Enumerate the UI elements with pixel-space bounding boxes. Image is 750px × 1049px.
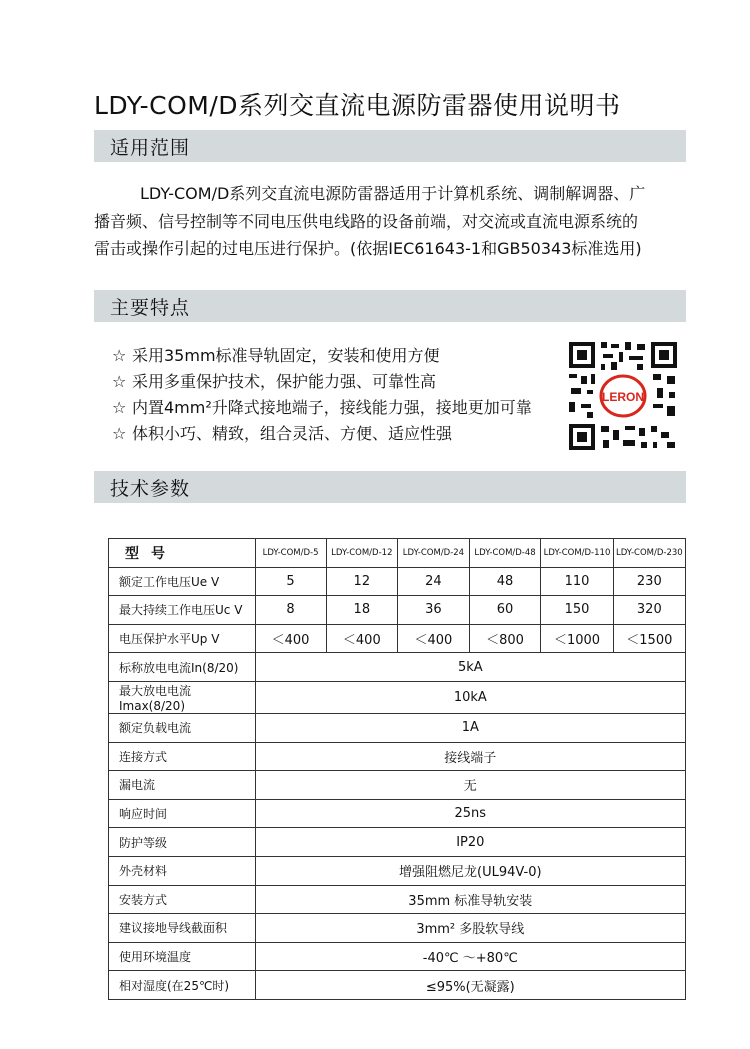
value-cell: 12 [326, 567, 398, 596]
value-cell: 1A [255, 713, 685, 742]
row-label: 建议接地导线截面积 [109, 914, 256, 943]
row-label: 响应时间 [109, 799, 256, 828]
section-header-scope [94, 130, 686, 162]
feature-list [112, 343, 532, 447]
value-cell: ＜1500 [613, 624, 685, 653]
feature-item [112, 395, 532, 421]
value-cell: 24 [398, 567, 470, 596]
feature-text: 内置4mm²升降式接地端子，接线能力强，接地更加可靠 [132, 398, 532, 417]
value-cell: -40℃ ～+80℃ [255, 942, 685, 971]
table-row [109, 624, 686, 653]
star-icon: ☆ [112, 424, 127, 443]
value-cell: 60 [469, 596, 541, 625]
feature-text: 体积小巧、精致，组合灵活、方便、适应性强 [132, 424, 453, 443]
section-heading: 主要特点 [110, 296, 191, 319]
star-icon: ☆ [112, 346, 127, 365]
star-icon: ☆ [112, 372, 127, 391]
value-cell: 36 [398, 596, 470, 625]
feature-text: 采用多重保护技术，保护能力强、可靠性高 [132, 372, 437, 391]
value-cell: 无 [255, 771, 685, 800]
value-cell: 10kA [255, 681, 685, 713]
feature-item [112, 369, 532, 395]
feature-text: 采用35mm标准导轨固定，安装和使用方便 [132, 346, 440, 365]
value-cell: 3mm² 多股软导线 [255, 914, 685, 943]
value-cell: 150 [541, 596, 613, 625]
section-header-specs [94, 471, 686, 503]
table-row [109, 596, 686, 625]
value-cell: 110 [541, 567, 613, 596]
model-label-cell: 型号 [109, 539, 256, 568]
row-label: 额定负载电流 [109, 713, 256, 742]
value-cell: 8 [255, 596, 326, 625]
section-heading: 技术参数 [110, 477, 191, 500]
table-row [109, 856, 686, 885]
value-cell: 35mm 标准导轨安装 [255, 885, 685, 914]
paragraph-line: LDY-COM/D系列交直流电源防雷器适用于计算机系统、调制解调器、广 [140, 184, 646, 203]
feature-item [112, 421, 532, 447]
row-label: 安装方式 [109, 885, 256, 914]
model-cell: LDY-COM/D-24 [398, 539, 470, 568]
table-row [109, 914, 686, 943]
row-label: 最大放电电流Imax(8/20) [109, 681, 256, 713]
feature-item [112, 343, 532, 369]
model-cell: LDY-COM/D-12 [326, 539, 398, 568]
section-heading: 适用范围 [110, 136, 191, 159]
value-cell: ＜400 [398, 624, 470, 653]
value-cell: ＜400 [255, 624, 326, 653]
model-cell: LDY-COM/D-48 [469, 539, 541, 568]
qr-code-icon [567, 340, 679, 452]
paragraph-line: 雷击或操作引起的过电压进行保护。(依据IEC61643-1和GB50343标准选用) [94, 239, 642, 258]
value-cell: IP20 [255, 828, 685, 857]
table-row [109, 942, 686, 971]
row-label: 额定工作电压Ue V [109, 567, 256, 596]
model-cell: LDY-COM/D-5 [255, 539, 326, 568]
table-header-row [109, 539, 686, 568]
table-row [109, 653, 686, 682]
section-header-features [94, 290, 686, 322]
value-cell: ＜1000 [541, 624, 613, 653]
table-row [109, 713, 686, 742]
table-row [109, 971, 686, 1000]
spec-table [108, 538, 686, 1000]
table-row [109, 828, 686, 857]
paragraph-line: 播音频、信号控制等不同电压供电线路的设备前端，对交流或直流电源系统的 [94, 211, 639, 231]
model-cell: LDY-COM/D-230 [613, 539, 685, 568]
qr-logo-text: LERON [602, 390, 644, 404]
row-label: 防护等级 [109, 828, 256, 857]
value-cell: 接线端子 [255, 742, 685, 771]
table-row [109, 567, 686, 596]
table-row [109, 742, 686, 771]
value-cell: ＜400 [326, 624, 398, 653]
row-label: 最大持续工作电压Uc V [109, 596, 256, 625]
value-cell: 48 [469, 567, 541, 596]
star-icon: ☆ [112, 398, 127, 417]
table-row [109, 681, 686, 713]
value-cell: 230 [613, 567, 685, 596]
row-label: 使用环境温度 [109, 942, 256, 971]
model-cell: LDY-COM/D-110 [541, 539, 613, 568]
value-cell: 增强阻燃尼龙(UL94V-0) [255, 856, 685, 885]
table-row [109, 799, 686, 828]
scope-paragraph [94, 180, 686, 263]
value-cell: ≤95%(无凝露) [255, 971, 685, 1000]
page-title: LDY-COM/D系列交直流电源防雷器使用说明书 [94, 91, 621, 120]
row-label: 相对湿度(在25℃时) [109, 971, 256, 1000]
row-label: 漏电流 [109, 771, 256, 800]
row-label: 电压保护水平Up V [109, 624, 256, 653]
value-cell: ＜800 [469, 624, 541, 653]
row-label: 连接方式 [109, 742, 256, 771]
value-cell: 5 [255, 567, 326, 596]
row-label: 标称放电电流In(8/20) [109, 653, 256, 682]
value-cell: 320 [613, 596, 685, 625]
value-cell: 18 [326, 596, 398, 625]
value-cell: 25ns [255, 799, 685, 828]
table-row [109, 771, 686, 800]
row-label: 外壳材料 [109, 856, 256, 885]
table-row [109, 885, 686, 914]
value-cell: 5kA [255, 653, 685, 682]
